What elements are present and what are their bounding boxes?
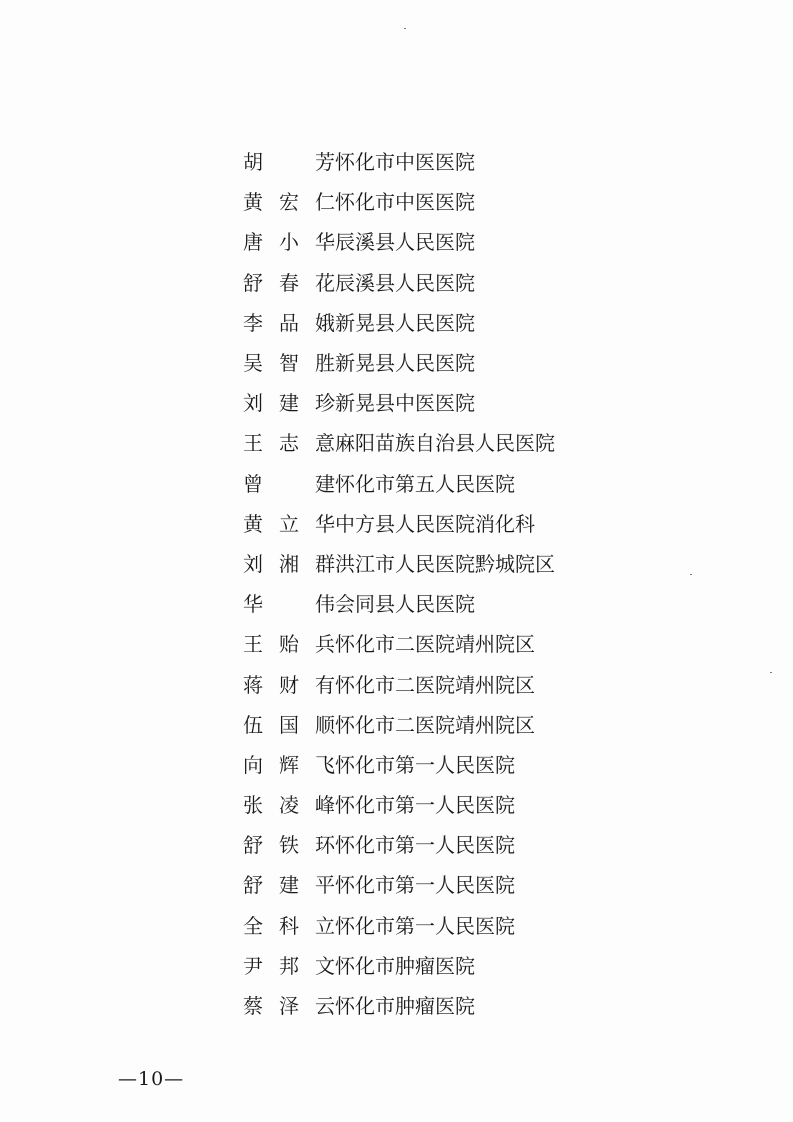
person-name: 舒春花 (243, 270, 335, 295)
hospital-name: 怀化市肿瘤医院 (335, 994, 475, 1019)
hospital-name: 辰溪县人民医院 (335, 230, 475, 255)
person-name: 刘建珍 (243, 391, 335, 416)
hospital-name: 麻阳苗族自治县人民医院 (335, 431, 555, 456)
person-name: 伍国顺 (243, 712, 335, 737)
scan-speck (404, 28, 406, 29)
list-item (243, 986, 555, 1026)
person-name: 华 伟 (243, 592, 335, 617)
list-item (243, 584, 555, 624)
hospital-name: 洪江市人民医院黔城院区 (335, 551, 555, 576)
person-name: 尹邦文 (243, 953, 335, 978)
page-number: —10— (118, 1068, 185, 1090)
person-name: 蔡泽云 (243, 994, 335, 1019)
list-item (243, 303, 555, 343)
person-name: 舒建平 (243, 873, 335, 898)
list-item (243, 142, 555, 182)
hospital-name: 辰溪县人民医院 (335, 270, 475, 295)
person-name: 王志意 (243, 431, 335, 456)
person-name: 胡 芳 (243, 150, 335, 175)
person-name: 黄宏仁 (243, 190, 335, 215)
hospital-name: 新晃县人民医院 (335, 310, 475, 335)
list-item (243, 664, 555, 704)
list-item (243, 182, 555, 222)
list-item (243, 745, 555, 785)
hospital-name: 新晃县人民医院 (335, 351, 475, 376)
list-item (243, 946, 555, 986)
list-item (243, 705, 555, 745)
list-item (243, 263, 555, 303)
hospital-name: 怀化市二医院靖州院区 (335, 672, 535, 697)
list-item (243, 383, 555, 423)
hospital-name: 中方县人民医院消化科 (335, 511, 535, 536)
hospital-name: 怀化市第一人民医院 (335, 793, 515, 818)
scan-speck (770, 672, 772, 673)
scan-speck (690, 574, 692, 575)
hospital-name: 怀化市第五人民医院 (335, 471, 515, 496)
list-item (243, 222, 555, 262)
name-list (243, 142, 555, 1026)
list-item (243, 785, 555, 825)
list-item (243, 464, 555, 504)
hospital-name: 怀化市二医院靖州院区 (335, 712, 535, 737)
hospital-name: 会同县人民医院 (335, 592, 475, 617)
hospital-name: 怀化市中医医院 (335, 190, 475, 215)
person-name: 蒋财有 (243, 672, 335, 697)
hospital-name: 怀化市二医院靖州院区 (335, 632, 535, 657)
list-item (243, 504, 555, 544)
list-item (243, 825, 555, 865)
person-name: 向辉飞 (243, 752, 335, 777)
hospital-name: 怀化市第一人民医院 (335, 752, 515, 777)
hospital-name: 新晃县中医医院 (335, 391, 475, 416)
person-name: 王贻兵 (243, 632, 335, 657)
person-name: 唐小华 (243, 230, 335, 255)
hospital-name: 怀化市第一人民医院 (335, 913, 515, 938)
hospital-name: 怀化市第一人民医院 (335, 833, 515, 858)
person-name: 全科立 (243, 913, 335, 938)
hospital-name: 怀化市中医医院 (335, 150, 475, 175)
person-name: 李品娥 (243, 310, 335, 335)
hospital-name: 怀化市第一人民医院 (335, 873, 515, 898)
list-item (243, 423, 555, 463)
list-item (243, 544, 555, 584)
person-name: 黄立华 (243, 511, 335, 536)
person-name: 张凌峰 (243, 793, 335, 818)
list-item (243, 624, 555, 664)
person-name: 舒铁环 (243, 833, 335, 858)
list-item (243, 906, 555, 946)
list-item (243, 343, 555, 383)
list-item (243, 865, 555, 905)
person-name: 曾 建 (243, 471, 335, 496)
hospital-name: 怀化市肿瘤医院 (335, 953, 475, 978)
person-name: 吴智胜 (243, 351, 335, 376)
person-name: 刘湘群 (243, 551, 335, 576)
